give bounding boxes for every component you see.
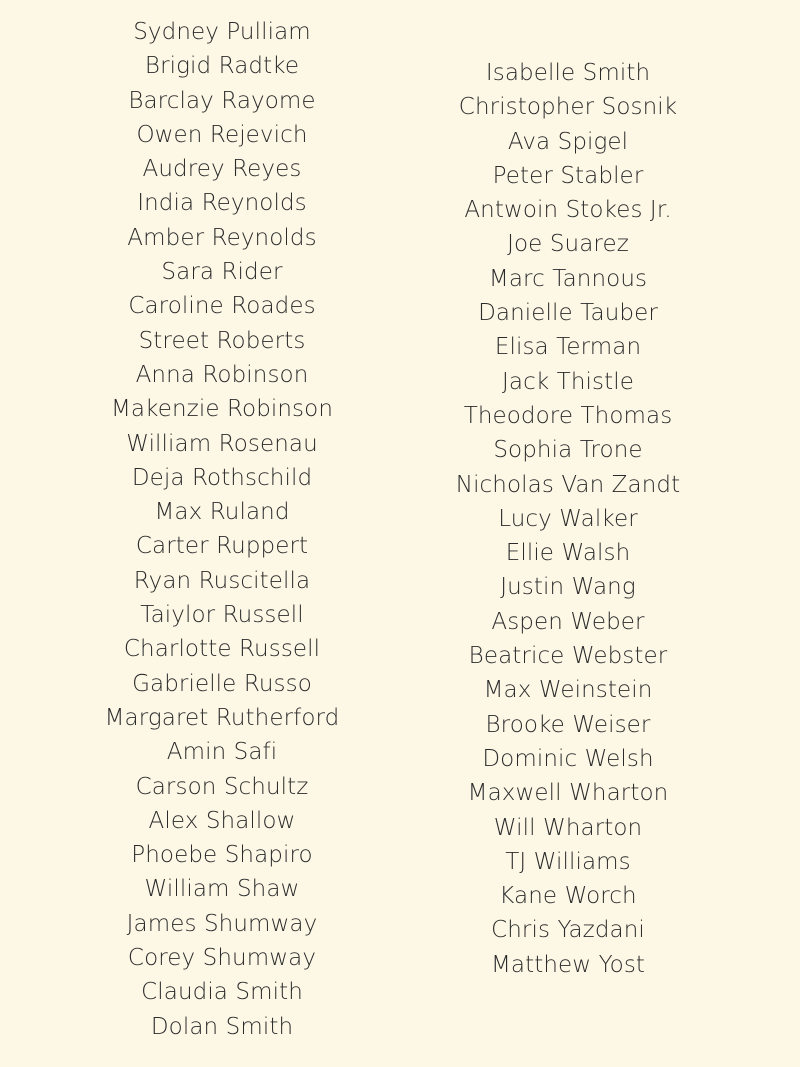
name-list-item: Dolan Smith [150,1013,294,1040]
name-list-item: Peter Stabler [492,162,644,189]
name-list-item: Beatrice Webster [468,643,668,670]
name-list-item: William Shaw [144,876,300,903]
name-list-item: Alex Shallow [148,807,296,834]
name-list-item: Sydney Pulliam [133,19,311,45]
name-list-item: Matthew Yost [490,951,646,978]
name-list-item: Margaret Rutherford [104,704,340,731]
name-list-item: Isabelle Smith [485,60,651,86]
name-list-item: Danielle Tauber [478,300,658,327]
name-list-item: Brigid Radtke [144,53,300,80]
name-list-item: James Shumway [126,910,318,937]
name-list-item: Max Ruland [154,499,290,526]
name-list-item: Barclay Rayome [128,87,316,114]
name-list-item: Street Roberts [138,327,306,354]
name-list-item: Sophia Trone [493,437,643,464]
name-list-item: Anna Robinson [135,361,309,388]
name-list-item: Marc Tannous [488,265,648,292]
name-list-left-column [72,15,372,1044]
name-list-item: Joe Suarez [507,231,629,258]
name-list-item: Max Weinstein [483,677,653,704]
name-list-item: Claudia Smith [141,979,303,1006]
name-list-item: Amber Reynolds [127,224,317,251]
name-list-item: Antwoin Stokes Jr. [464,197,672,224]
name-list-item: Sara Rider [161,259,283,286]
name-list-item: Christopher Sosnik [458,94,678,121]
name-list-item: Ryan Ruscitella [133,567,311,594]
name-list-item: Ava Spigel [507,128,629,155]
name-list-item: Dominic Welsh [482,745,654,772]
name-list-item: Carter Ruppert [135,533,309,560]
name-list-item: Taiylor Russell [140,602,304,629]
name-list-item: Gabrielle Russo [132,670,312,697]
name-list-item: Carson Schultz [135,773,309,800]
name-list-item: Nicholas Van Zandt [455,471,681,498]
name-list-item: Theodore Thomas [463,402,673,429]
name-list-item: Will Wharton [493,814,643,841]
name-list-item: Amin Safi [166,739,278,766]
name-list-item: Ellie Walsh [505,540,631,567]
name-list-item: Audrey Reyes [142,156,302,183]
name-list-item: Aspen Weber [491,608,645,635]
name-list-right-column [418,56,718,982]
name-list-item: Jack Thistle [502,368,634,395]
name-list-item: Lucy Walker [498,505,638,532]
name-list-item: Makenzie Robinson [110,396,333,423]
name-list-item: Charlotte Russell [123,636,321,663]
name-list-item: Justin Wang [500,574,636,601]
name-list-item: Elisa Terman [494,334,642,361]
name-list-item: Phoebe Shapiro [131,842,313,869]
name-list-item: India Reynolds [137,190,307,217]
name-list-item: Deja Rothschild [131,464,313,491]
name-list-item: Chris Yazdani [491,917,645,944]
name-list-item: Corey Shumway [127,945,317,972]
name-list-item: William Rosenau [126,430,318,457]
name-list-item: Caroline Roades [128,293,316,320]
name-list-item: Maxwell Wharton [467,780,669,807]
name-list-item: Owen Rejevich [136,121,308,148]
name-list-item: Brooke Weiser [485,711,651,738]
name-list-item: TJ Williams [505,848,631,875]
name-list-item: Kane Worch [499,883,637,910]
